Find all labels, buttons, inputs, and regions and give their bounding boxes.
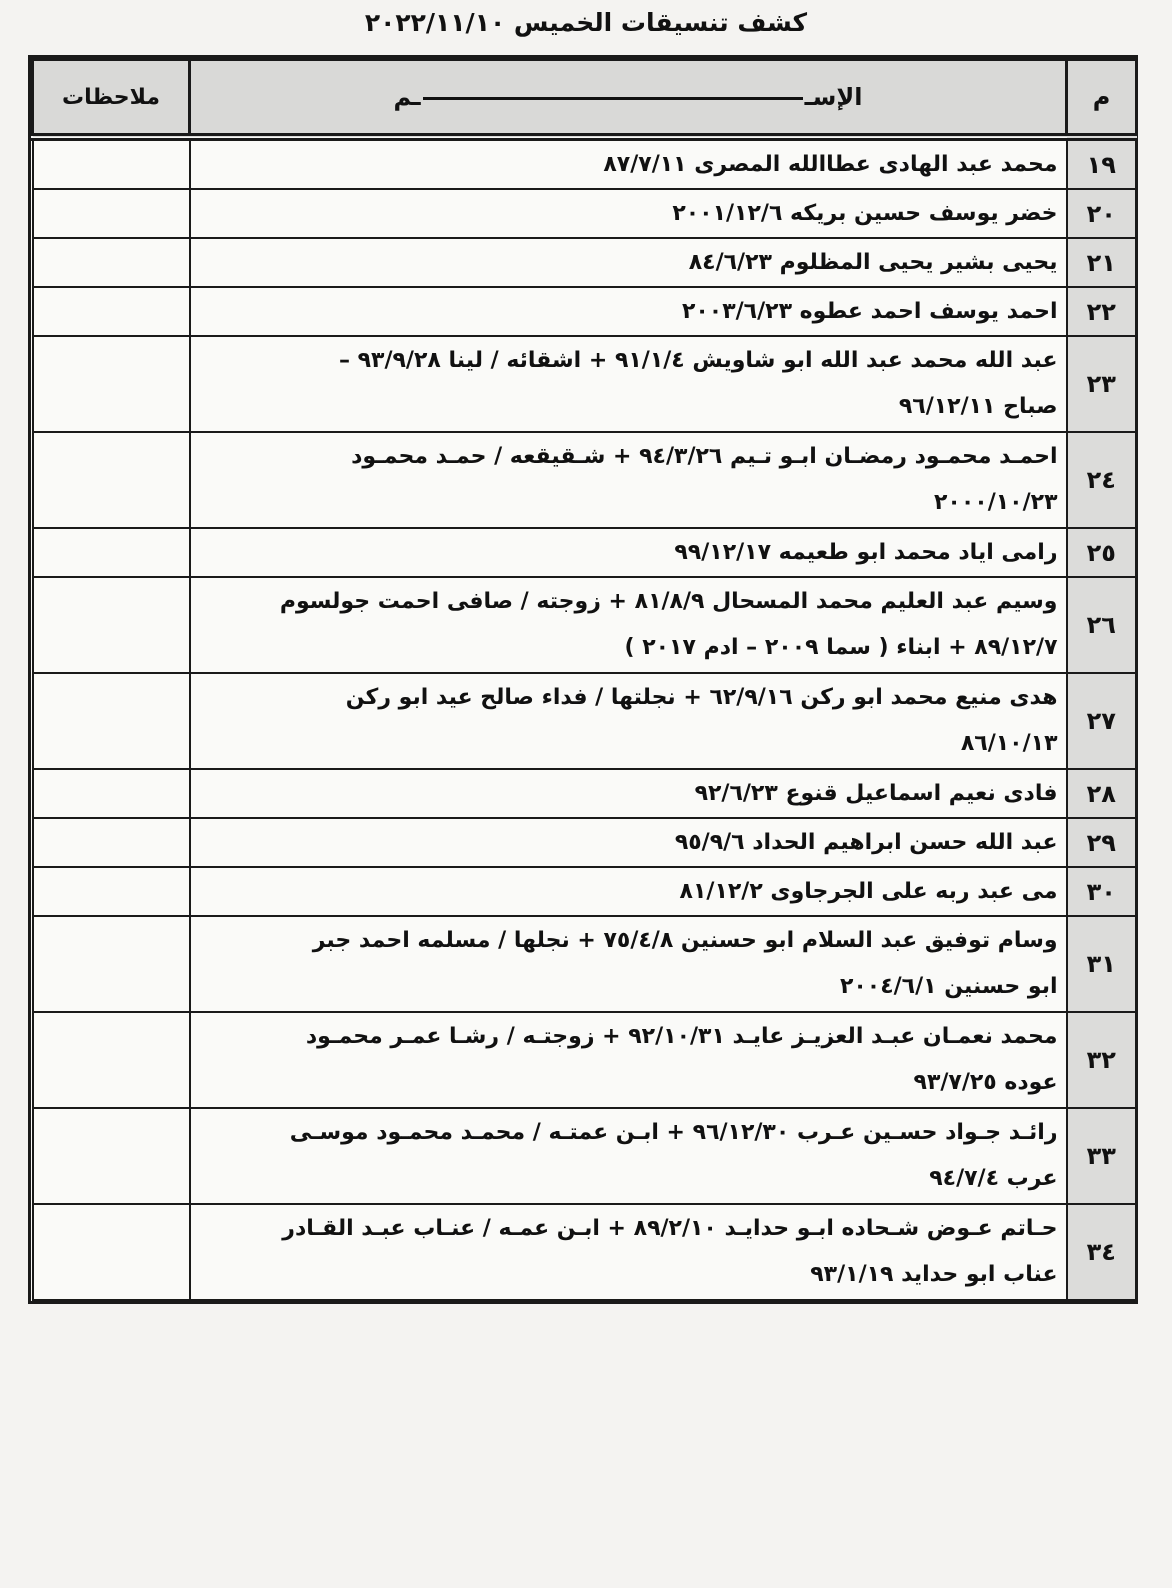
row-notes	[33, 528, 190, 577]
table-row	[33, 1204, 1137, 1300]
table-row	[33, 916, 1137, 1012]
row-name: رامى اياد محمد ابو طعيمه ٩٩/١٢/١٧	[190, 528, 1067, 577]
row-notes	[33, 916, 190, 1012]
page-title: كشف تنسيقات الخميس ٢٠٢٢/١١/١٠	[364, 8, 808, 37]
row-notes	[33, 673, 190, 769]
row-number: ٢٩	[1067, 818, 1137, 867]
row-number: ٢٤	[1067, 432, 1137, 528]
row-number: ١٩	[1067, 137, 1137, 189]
row-notes	[33, 577, 190, 673]
row-name: خضر يوسف حسين بريكه ٢٠٠١/١٢/٦	[190, 189, 1067, 238]
row-name: مى عبد ربه على الجرجاوى ٨١/١٢/٢	[190, 867, 1067, 916]
row-notes	[33, 1204, 190, 1300]
row-number: ٢٣	[1067, 336, 1137, 432]
row-notes	[33, 238, 190, 287]
row-name: محمد عبد الهادى عطاالله المصرى ٨٧/٧/١١	[190, 137, 1067, 189]
row-notes	[33, 137, 190, 189]
table-row	[33, 1012, 1137, 1108]
table-row	[33, 577, 1137, 673]
table-header-row	[33, 60, 1137, 138]
row-name: رائـد جـواد حسـين عـرب ٩٦/١٢/٣٠ + ابـن عمتـه / محمـد محمـود موسـى عرب ٩٤/٧/٤	[190, 1108, 1067, 1204]
row-notes	[33, 1012, 190, 1108]
table-row	[33, 137, 1137, 189]
table-row	[33, 1108, 1137, 1204]
row-name: وسام توفيق عبد السلام ابو حسنين ٧٥/٤/٨ + نجلها / مسلمه احمد جبر ابو حسنين ٢٠٠٤/٦/١	[190, 916, 1067, 1012]
coordination-table	[31, 58, 1138, 1301]
row-notes	[33, 867, 190, 916]
table-row	[33, 238, 1137, 287]
row-name: عبد الله حسن ابراهيم الحداد ٩٥/٩/٦	[190, 818, 1067, 867]
row-notes	[33, 818, 190, 867]
coordination-table-frame	[28, 55, 1138, 1304]
row-number: ٢٨	[1067, 769, 1137, 818]
row-name: احمـد محمـود رمضـان ابـو تـيم ٩٤/٣/٢٦ + شـقيقعه / حمـد محمـود ٢٠٠٠/١٠/٢٣	[190, 432, 1067, 528]
row-number: ٣٣	[1067, 1108, 1137, 1204]
table-row	[33, 867, 1137, 916]
row-number: ٣١	[1067, 916, 1137, 1012]
header-notes: ملاحظات	[33, 60, 190, 138]
row-notes	[33, 769, 190, 818]
row-name: محمد نعمـان عبـد العزيـز عايـد ٩٢/١٠/٣١ + زوجتـه / رشـا عمـر محمـود عوده ٩٣/٧/٢٥	[190, 1012, 1067, 1108]
header-number: م	[1067, 60, 1137, 138]
table-row	[33, 287, 1137, 336]
table-row	[33, 432, 1137, 528]
row-name: وسيم عبد العليم محمد المسحال ٨١/٨/٩ + زوجته / صافى احمت جولسوم ٨٩/١٢/٧ + ابناء ( سما ٢٠٠٩ – ادم ٢٠١٧ )	[190, 577, 1067, 673]
row-notes	[33, 1108, 190, 1204]
header-name-underline	[423, 97, 803, 100]
table-row	[33, 189, 1137, 238]
header-name	[190, 60, 1067, 138]
row-number: ٢٠	[1067, 189, 1137, 238]
row-name: فادى نعيم اسماعيل قنوع ٩٢/٦/٢٣	[190, 769, 1067, 818]
row-notes	[33, 336, 190, 432]
row-number: ٣٢	[1067, 1012, 1137, 1108]
table-row	[33, 528, 1137, 577]
row-number: ٢٢	[1067, 287, 1137, 336]
row-number: ٢٧	[1067, 673, 1137, 769]
header-name-label	[394, 83, 863, 111]
row-notes	[33, 287, 190, 336]
row-number: ٣٠	[1067, 867, 1137, 916]
row-name: احمد يوسف احمد عطوه ٢٠٠٣/٦/٢٣	[190, 287, 1067, 336]
row-number: ٢٥	[1067, 528, 1137, 577]
row-name: هدى منيع محمد ابو ركن ٦٢/٩/١٦ + نجلتها / فداء صالح عيد ابو ركن ٨٦/١٠/١٣	[190, 673, 1067, 769]
header-name-part-1: الإسـ	[804, 83, 863, 111]
table-row	[33, 769, 1137, 818]
table-row	[33, 818, 1137, 867]
header-name-part-2: ـم	[393, 83, 421, 111]
row-name: يحيى بشير يحيى المظلوم ٨٤/٦/٢٣	[190, 238, 1067, 287]
row-notes	[33, 189, 190, 238]
row-name: حـاتم عـوض شـحاده ابـو حدايـد ٨٩/٢/١٠ + ابـن عمـه / عنـاب عبـد القـادر عناب ابو حدايد ٩٣/١/١٩	[190, 1204, 1067, 1300]
table-row	[33, 673, 1137, 769]
row-number: ٢١	[1067, 238, 1137, 287]
row-number: ٣٤	[1067, 1204, 1137, 1300]
row-notes	[33, 432, 190, 528]
row-number: ٢٦	[1067, 577, 1137, 673]
table-row	[33, 336, 1137, 432]
row-name: عبد الله محمد عبد الله ابو شاويش ٩١/١/٤ + اشقائه / لينا ٩٣/٩/٢٨ – صباح ٩٦/١٢/١١	[190, 336, 1067, 432]
